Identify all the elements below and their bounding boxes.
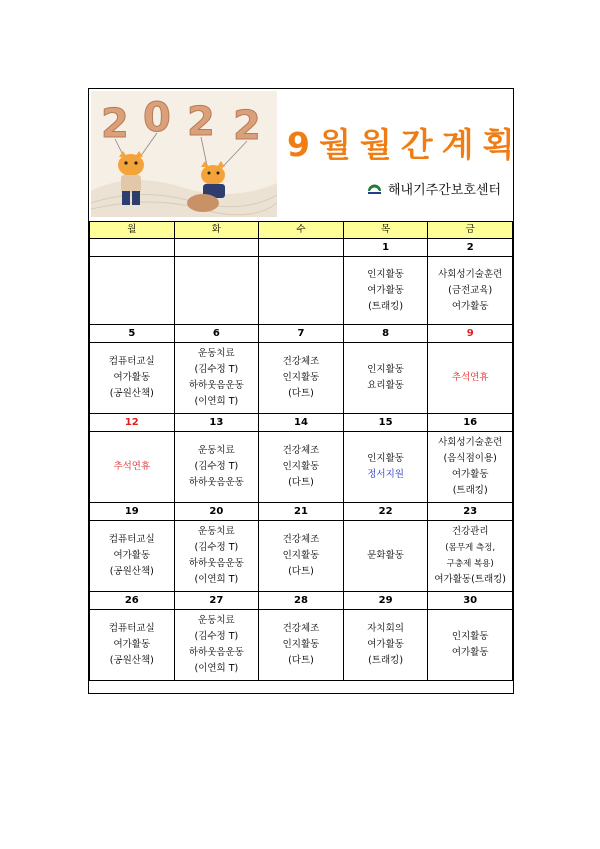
activity-item: 건강체조 bbox=[282, 356, 320, 367]
balloon-digit-1: 2 bbox=[101, 101, 129, 147]
activity-cell-tue bbox=[174, 343, 259, 414]
activity-row bbox=[90, 257, 513, 325]
date-cell-wed: 14 bbox=[259, 414, 344, 432]
date-cell-fri: 2 bbox=[428, 239, 513, 257]
date-cell-thu: 22 bbox=[343, 503, 428, 521]
weekday-thu: 목 bbox=[343, 222, 428, 239]
activity-item: 건강체조 bbox=[282, 445, 320, 456]
date-cell-mon: 12 bbox=[90, 414, 175, 432]
date-row bbox=[90, 503, 513, 521]
activity-item: (이연희 T) bbox=[194, 663, 239, 674]
weekday-fri: 금 bbox=[428, 222, 513, 239]
activity-cell-fri bbox=[428, 432, 513, 503]
activity-item: 인지활동 bbox=[282, 550, 320, 561]
monthly-plan-sheet bbox=[88, 88, 524, 694]
center-logo-icon bbox=[367, 183, 382, 195]
activity-item: (공원산책) bbox=[109, 655, 154, 666]
activity-item: (트래킹) bbox=[452, 485, 488, 496]
activity-cell-wed bbox=[259, 432, 344, 503]
date-cell-mon: 19 bbox=[90, 503, 175, 521]
organization-name bbox=[367, 179, 501, 198]
weekday-mon: 월 bbox=[90, 222, 175, 239]
activity-item: (공원산책) bbox=[109, 566, 154, 577]
date-cell-mon: 5 bbox=[90, 325, 175, 343]
activity-item: 여가활동 bbox=[451, 300, 489, 312]
activity-item: 사회성기술훈련 bbox=[438, 437, 503, 448]
activity-item: 요리활동 bbox=[367, 380, 404, 391]
activity-item: 운동치료 bbox=[198, 348, 235, 359]
tiger-2022-illustration bbox=[91, 91, 277, 217]
activity-cell-fri bbox=[428, 343, 513, 414]
activity-item: (몸무게 측정, bbox=[445, 543, 496, 553]
activity-item: 하하웃음운동 bbox=[188, 558, 244, 569]
activity-item: (김수정 T) bbox=[194, 364, 239, 375]
activity-item: 운동치료 bbox=[198, 526, 235, 537]
date-cell-tue: 27 bbox=[174, 592, 259, 610]
activity-item: 하하웃음운동 bbox=[188, 647, 244, 658]
activity-cell-thu bbox=[343, 432, 428, 503]
activity-item: (다트) bbox=[288, 566, 314, 577]
date-cell-fri: 16 bbox=[428, 414, 513, 432]
activity-cell-thu bbox=[343, 343, 428, 414]
date-row bbox=[90, 592, 513, 610]
date-row bbox=[90, 325, 513, 343]
date-cell-fri: 9 bbox=[428, 325, 513, 343]
activity-item: (트래킹) bbox=[368, 655, 404, 666]
activity-item: 여가활동 bbox=[451, 469, 489, 480]
activity-cell-mon bbox=[90, 610, 175, 681]
date-cell-wed: 21 bbox=[259, 503, 344, 521]
date-row bbox=[90, 239, 513, 257]
date-cell-mon: 26 bbox=[90, 592, 175, 610]
date-cell-thu: 29 bbox=[343, 592, 428, 610]
activity-item: 하하웃음운동 bbox=[188, 380, 244, 391]
activity-item: 컴퓨터교실 bbox=[108, 534, 155, 545]
date-cell-tue: 13 bbox=[174, 414, 259, 432]
activity-cell-mon bbox=[90, 257, 175, 325]
date-cell-tue bbox=[174, 239, 259, 257]
activity-cell-fri bbox=[428, 610, 513, 681]
activity-row bbox=[90, 432, 513, 503]
activity-cell-mon bbox=[90, 521, 175, 592]
activity-item: 여가활동 bbox=[451, 647, 489, 658]
activity-item: 여가활동(트래킹) bbox=[434, 574, 507, 585]
activity-item: (이연희 T) bbox=[194, 574, 239, 585]
activity-cell-thu bbox=[343, 521, 428, 592]
activity-cell-fri bbox=[428, 521, 513, 592]
activity-item: 문화활동 bbox=[367, 550, 404, 561]
activity-item: 인지활동 bbox=[282, 372, 320, 383]
activity-item: (음식점이용) bbox=[443, 453, 497, 464]
activity-item: (다트) bbox=[288, 477, 314, 488]
activity-item: 사회성기술훈련 bbox=[438, 268, 503, 280]
activity-item: 여가활동 bbox=[367, 284, 404, 296]
activity-item: 인지활동 bbox=[282, 639, 320, 650]
activity-cell-tue bbox=[174, 257, 259, 325]
activity-item: 여가활동 bbox=[113, 372, 151, 383]
activity-item: 정서지원 bbox=[367, 469, 404, 480]
activity-item: 여가활동 bbox=[367, 639, 404, 650]
activity-item: (다트) bbox=[288, 655, 314, 666]
date-cell-tue: 20 bbox=[174, 503, 259, 521]
balloon-digit-3: 2 bbox=[187, 99, 215, 145]
balloon-digit-2: 0 bbox=[143, 95, 171, 141]
activity-item: 운동치료 bbox=[198, 445, 235, 456]
activity-cell-fri bbox=[428, 257, 513, 325]
header-banner bbox=[89, 89, 524, 221]
activity-item: 인지활동 bbox=[282, 461, 320, 472]
activity-cell-wed bbox=[259, 610, 344, 681]
organization-name-text: 해내기주간보호센터 bbox=[388, 183, 502, 198]
activity-item: (이연희 T) bbox=[194, 396, 239, 407]
activity-item: 건강체조 bbox=[282, 623, 320, 634]
activity-item: 여가활동 bbox=[113, 639, 151, 650]
activity-item: 여가활동 bbox=[113, 550, 151, 561]
activity-item: 컴퓨터교실 bbox=[108, 356, 155, 367]
activity-item: 추석연휴 bbox=[113, 461, 151, 472]
activity-item: 자치회의 bbox=[367, 623, 404, 634]
activity-item: (김수정 T) bbox=[194, 461, 239, 472]
activity-row bbox=[90, 610, 513, 681]
activity-cell-tue bbox=[174, 521, 259, 592]
calendar-body bbox=[90, 239, 513, 681]
activity-item: 하하웃음운동 bbox=[188, 477, 244, 488]
activity-cell-tue bbox=[174, 432, 259, 503]
activity-row bbox=[90, 343, 513, 414]
activity-cell-wed bbox=[259, 343, 344, 414]
date-cell-wed bbox=[259, 239, 344, 257]
date-cell-wed: 28 bbox=[259, 592, 344, 610]
date-cell-wed: 7 bbox=[259, 325, 344, 343]
weekday-header-row bbox=[90, 222, 513, 239]
activity-item: (김수정 T) bbox=[194, 631, 239, 642]
activity-cell-thu bbox=[343, 257, 428, 325]
activity-cell-thu bbox=[343, 610, 428, 681]
activity-item: 컴퓨터교실 bbox=[108, 623, 155, 634]
date-row bbox=[90, 414, 513, 432]
activity-item: 추석연휴 bbox=[451, 372, 489, 383]
date-cell-thu: 8 bbox=[343, 325, 428, 343]
activity-item: 건강체조 bbox=[282, 534, 320, 545]
weekday-tue: 화 bbox=[174, 222, 259, 239]
date-cell-fri: 23 bbox=[428, 503, 513, 521]
date-cell-fri: 30 bbox=[428, 592, 513, 610]
date-cell-mon bbox=[90, 239, 175, 257]
activity-item: (공원산책) bbox=[109, 388, 154, 399]
activity-item: 인지활동 bbox=[367, 268, 404, 280]
date-cell-thu: 1 bbox=[343, 239, 428, 257]
activity-cell-mon bbox=[90, 432, 175, 503]
activity-item: (김수정 T) bbox=[194, 542, 239, 553]
activity-item: 인지활동 bbox=[367, 453, 404, 464]
activity-cell-tue bbox=[174, 610, 259, 681]
activity-item: 건강관리 bbox=[451, 526, 489, 537]
activity-cell-mon bbox=[90, 343, 175, 414]
date-cell-thu: 15 bbox=[343, 414, 428, 432]
date-cell-tue: 6 bbox=[174, 325, 259, 343]
weekday-wed: 수 bbox=[259, 222, 344, 239]
activity-row bbox=[90, 521, 513, 592]
monthly-calendar-table bbox=[89, 221, 513, 681]
activity-item: (다트) bbox=[288, 388, 314, 399]
page-title: 9월월간계획 bbox=[287, 125, 524, 164]
activity-item: 인지활동 bbox=[451, 631, 489, 642]
activity-item: 운동치료 bbox=[198, 615, 235, 626]
activity-item: 인지활동 bbox=[367, 364, 404, 375]
activity-item: (금전교육) bbox=[448, 284, 493, 296]
activity-cell-wed bbox=[259, 521, 344, 592]
activity-cell-wed bbox=[259, 257, 344, 325]
activity-item: (트래킹) bbox=[368, 300, 404, 312]
activity-item: 구충제 복용) bbox=[446, 559, 494, 569]
balloon-digit-4: 2 bbox=[233, 103, 261, 149]
